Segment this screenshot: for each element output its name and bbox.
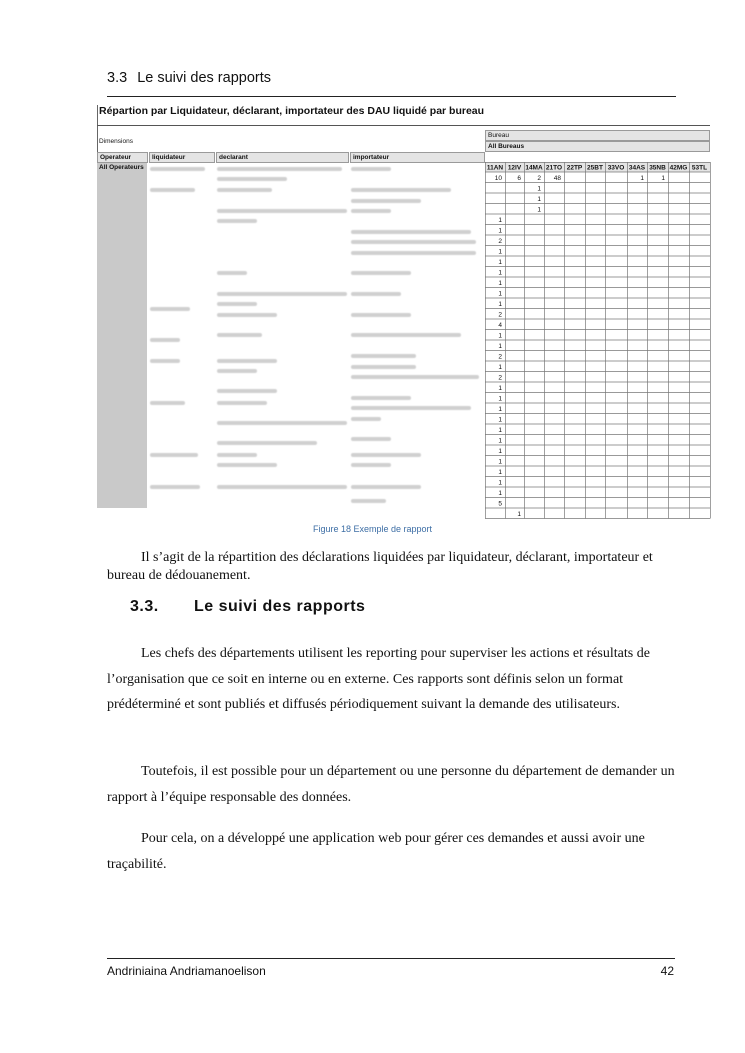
bureau-cell-r2-14MA: 1: [537, 196, 541, 203]
bureau-cell-r6-11AN: 2: [498, 238, 502, 245]
bureau-cell-r26-11AN: 1: [498, 448, 502, 455]
body-paragraph-3: Pour cela, on a développé une application web pour gérer ces demandes et aussi avoir une traçabilité.: [107, 831, 645, 872]
bureau-cell-r0-21TO: 48: [553, 175, 561, 182]
bureau-code-53TL: 53TL: [691, 164, 708, 172]
bureau-cell-r0-14MA: 2: [537, 175, 541, 182]
section-heading: [130, 598, 365, 616]
bureau-cell-r29-11AN: 1: [498, 479, 502, 487]
bureau-cell-r16-11AN: 1: [498, 343, 502, 350]
bureau-cell-r25-11AN: 1: [498, 437, 502, 445]
bureau-grid: [485, 162, 710, 518]
bureau-cell-r3-14MA: 1: [537, 206, 541, 214]
bureau-code-21TO: 21TO: [545, 164, 563, 172]
intro-paragraph: Il s’agit de la répartition des déclarations liquidées par liquidateur, déclarant, importateur et bureau de dédouanement.: [107, 550, 653, 583]
bureau-cell-r31-11AN: 5: [498, 500, 502, 508]
bureau-cell-r21-11AN: 1: [498, 395, 502, 403]
all-bureaus-header: All Bureaus: [485, 141, 710, 152]
bureau-cell-r32-12IV: 1: [517, 511, 521, 518]
bureau-cell-r14-11AN: 4: [498, 322, 502, 329]
dimensions-label: Dimensions: [99, 138, 133, 145]
report-title: Répartion par Liquidateur, déclarant, importateur des DAU liquidé par bureau: [99, 105, 485, 117]
bureau-code-34AS: 34AS: [628, 164, 646, 172]
bureau-grid-svg: [485, 162, 710, 518]
all-operators-label: All Operateurs: [99, 164, 144, 171]
bureau-cell-r11-11AN: 1: [498, 290, 502, 298]
bureau-code-33VO: 33VO: [607, 164, 625, 172]
footer-rule: [107, 958, 675, 959]
bureau-cell-r15-11AN: 1: [498, 332, 502, 340]
bureau-code-25BT: 25BT: [587, 164, 603, 172]
header-rule: [107, 96, 676, 97]
bureau-cell-r7-11AN: 1: [498, 248, 502, 256]
column-header-declarant: declarant: [216, 152, 349, 163]
bureau-cell-r30-11AN: 1: [498, 490, 502, 497]
section-number: 3.3.: [130, 598, 159, 615]
bureau-cell-r1-14MA: 1: [537, 185, 541, 193]
body-paragraph-2: Toutefois, il est possible pour un département ou une personne du département de demander un rapport à l’équipe responsable des données.: [107, 764, 675, 805]
bureau-cell-r23-11AN: 1: [498, 416, 502, 424]
bureau-cell-r4-11AN: 1: [498, 217, 502, 224]
bureau-code-12IV: 12IV: [507, 164, 522, 172]
bureau-cell-r28-11AN: 1: [498, 469, 502, 476]
bureau-cell-r8-11AN: 1: [498, 259, 502, 266]
column-header-importateur: importateur: [350, 152, 485, 163]
bureau-cell-r18-11AN: 1: [498, 364, 502, 371]
bureau-cell-r9-11AN: 1: [498, 269, 502, 277]
bureau-header: Bureau: [485, 130, 710, 141]
bureau-cell-r5-11AN: 1: [498, 227, 502, 235]
bureau-cell-r27-11AN: 1: [498, 458, 502, 466]
bureau-cell-r17-11AN: 2: [498, 353, 502, 361]
bureau-cell-r0-11AN: 10: [494, 175, 502, 182]
bureau-cell-r19-11AN: 2: [498, 374, 502, 382]
bureau-code-35NB: 35NB: [649, 164, 666, 172]
bureau-code-11AN: 11AN: [486, 164, 504, 172]
bureau-cell-r10-11AN: 1: [498, 280, 502, 287]
running-head-number: 3.3: [107, 70, 128, 86]
bureau-cell-r13-11AN: 2: [498, 311, 502, 319]
bureau-cell-r22-11AN: 1: [498, 406, 502, 413]
footer-author: Andriniaina Andriamanoelison: [107, 964, 266, 978]
bureau-code-14MA: 14MA: [525, 164, 543, 172]
report-figure: [97, 101, 710, 518]
bureau-cell-r24-11AN: 1: [498, 427, 502, 434]
running-head: [107, 70, 677, 86]
bureau-cell-r12-11AN: 1: [498, 301, 502, 308]
bureau-cell-r20-11AN: 1: [498, 385, 502, 392]
body-paragraph-1: Les chefs des départements utilisent les reporting pour superviser les actions et résultats de l’organisation que ce soit en interne ou en externe. Ces rapports sont définis selon un format prédéterminé et sont publiés et diffusés périodiquement suivant la demande des utilisateurs.: [107, 646, 650, 712]
bureau-cell-r0-34AS: 1: [640, 175, 644, 182]
page-number: 42: [660, 964, 674, 978]
report-title-rule: [97, 125, 710, 126]
bureau-code-22TP: 22TP: [566, 164, 583, 172]
column-header-operateur: Operateur: [97, 152, 148, 163]
running-head-title: Le suivi des rapports: [137, 70, 271, 86]
bureau-cell-r0-12IV: 6: [517, 175, 521, 182]
column-header-liquidateur: liquidateur: [149, 152, 215, 163]
bureau-code-42MG: 42MG: [669, 164, 688, 172]
section-title: Le suivi des rapports: [194, 598, 366, 615]
all-operators-column: [97, 163, 147, 508]
figure-caption: Figure 18 Exemple de rapport: [312, 524, 433, 534]
bureau-cell-r0-35NB: 1: [661, 175, 665, 182]
